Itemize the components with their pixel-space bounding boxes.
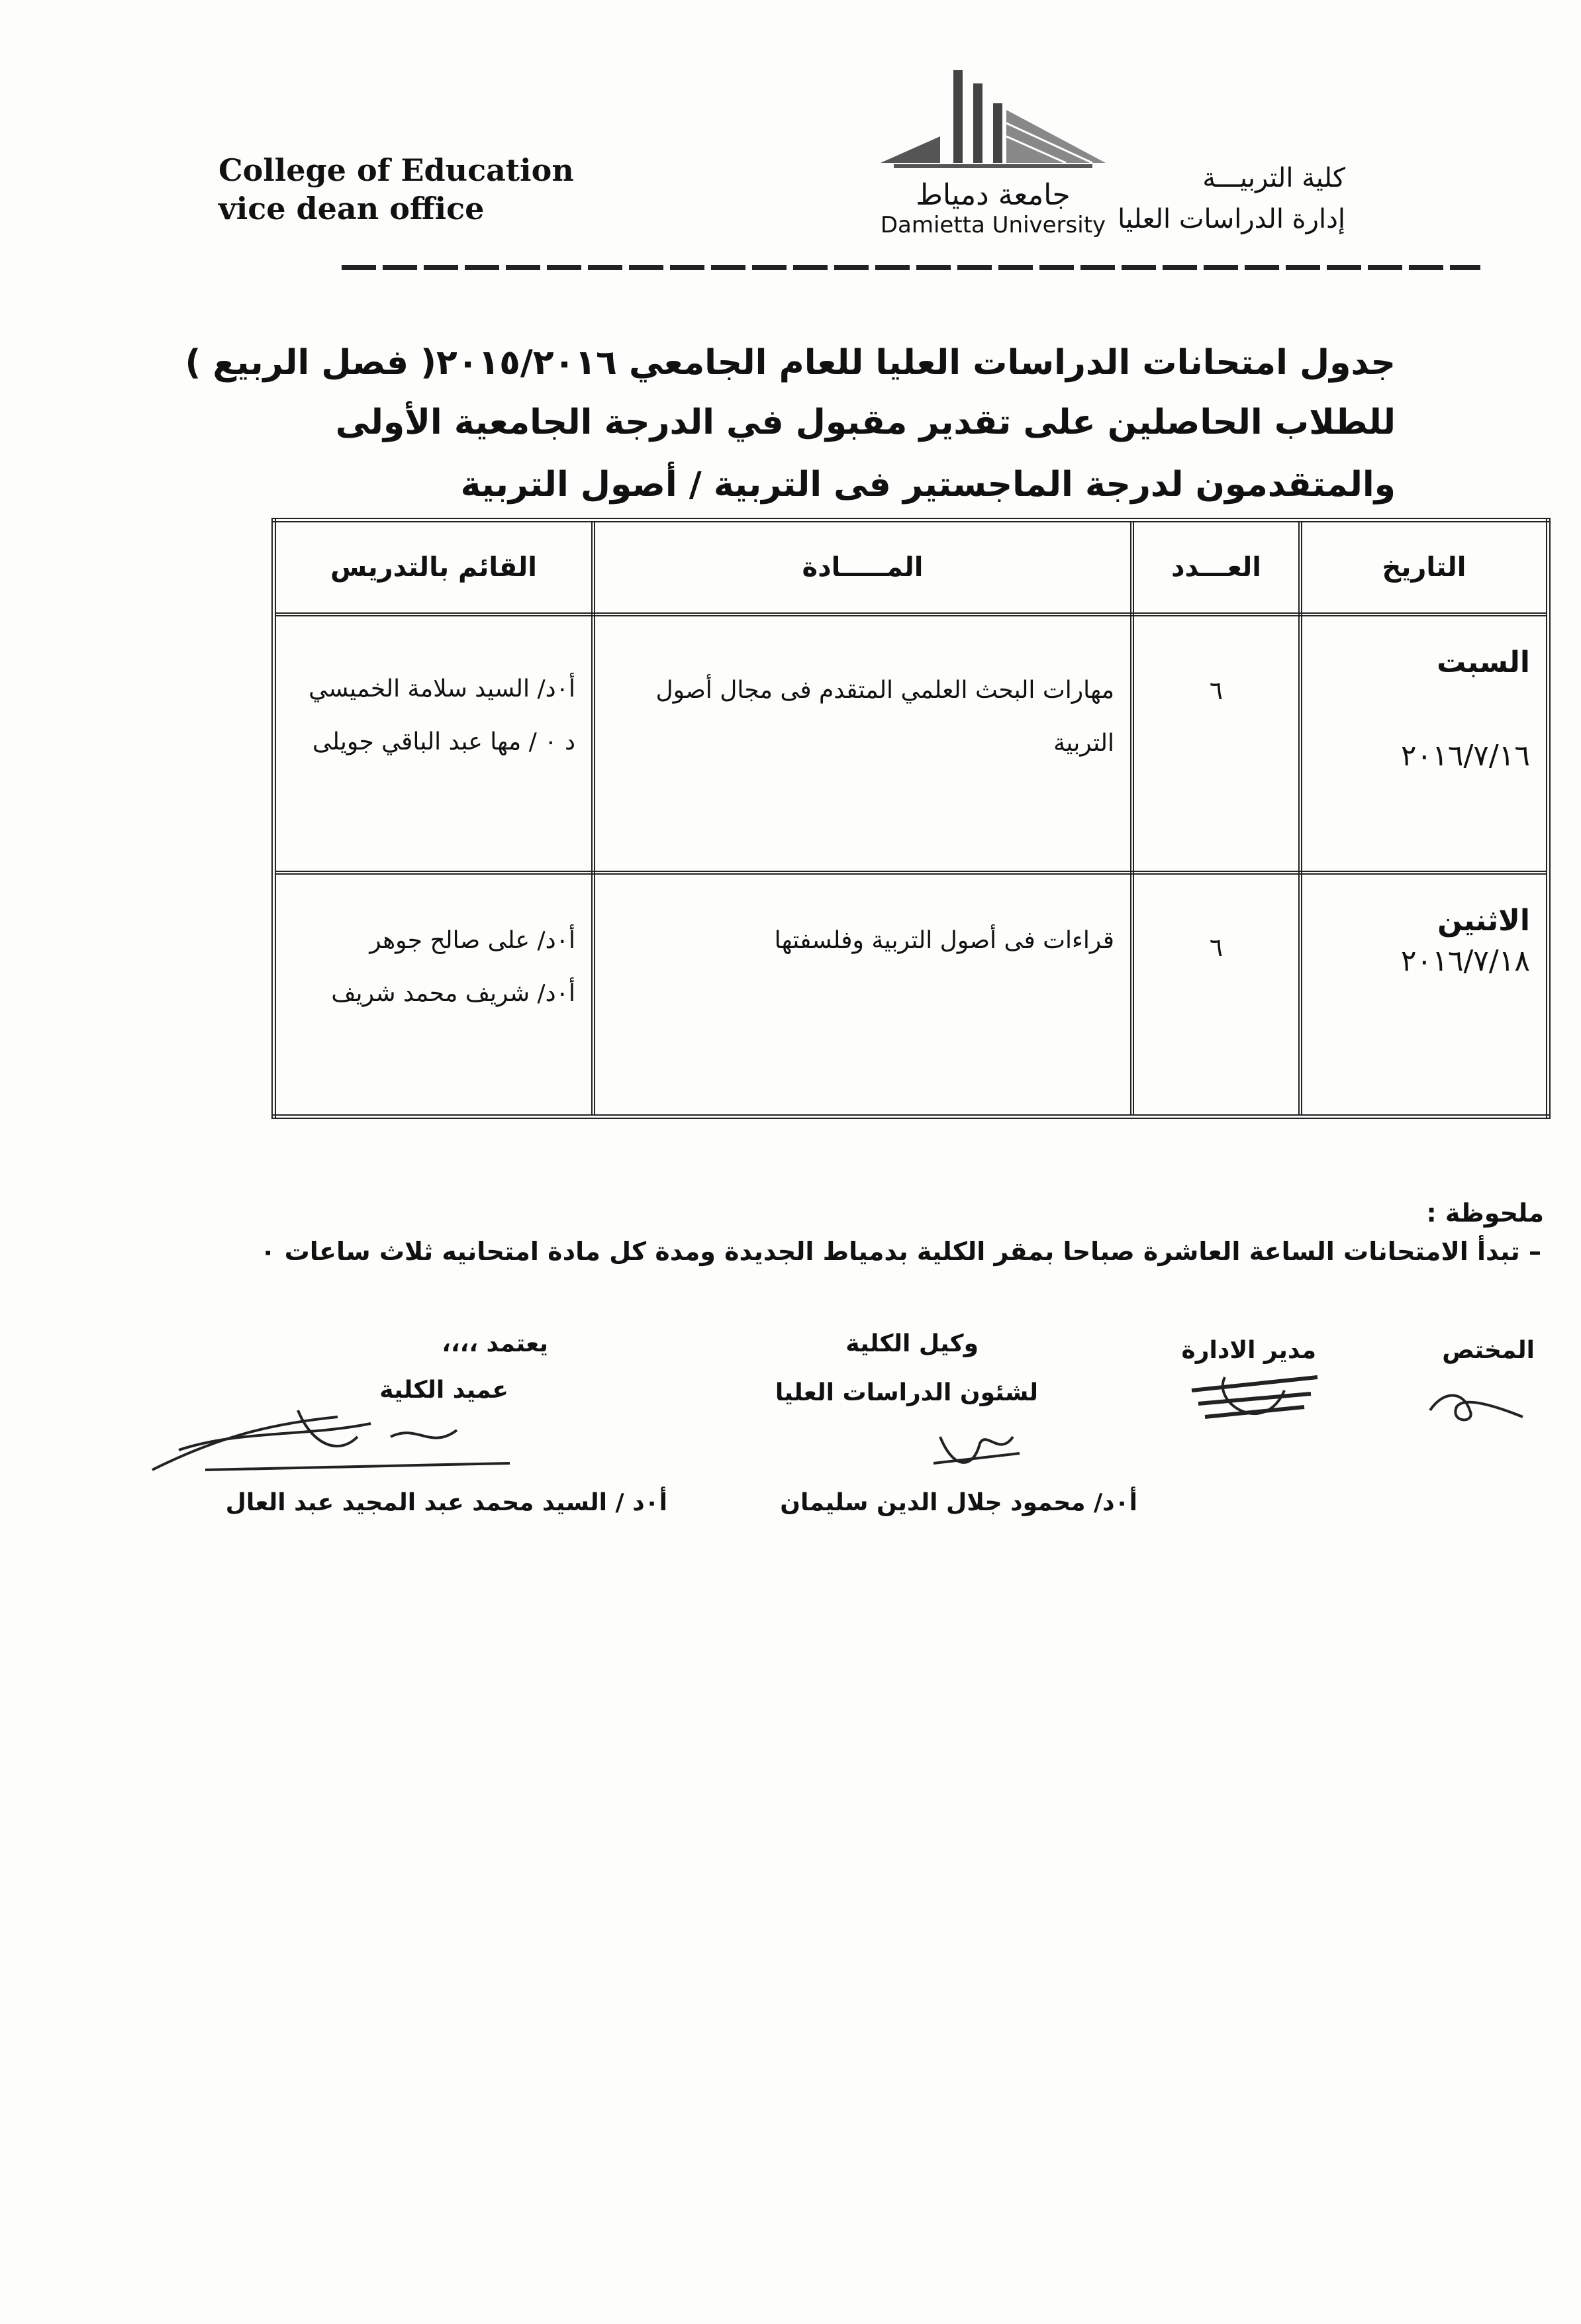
- exam-schedule-table: [271, 518, 1551, 1119]
- logo-arabic-text: جامعة دمياط: [916, 178, 1071, 212]
- admin-manager-title: مدير الادارة: [1181, 1337, 1316, 1364]
- exam-date: ٢٠١٦/٧/١٦: [1400, 739, 1530, 773]
- teacher-list: [292, 663, 575, 769]
- specialist-signature-icon: [1423, 1384, 1529, 1437]
- header-divider: [342, 265, 1480, 270]
- teacher-name: أ٠د/ شريف محمد شريف: [331, 980, 575, 1007]
- university-logo: [867, 64, 1119, 242]
- vice-dean-role: وكيل الكلية: [845, 1330, 979, 1357]
- logo-english-text: Damietta University: [880, 212, 1106, 238]
- table-header-row: [274, 520, 1549, 615]
- date-cell: [1300, 614, 1549, 873]
- vice-dean-signature-icon: [927, 1417, 1026, 1477]
- teacher-cell: [274, 873, 594, 1117]
- header-date: التاريخ: [1300, 520, 1549, 615]
- date-cell: [1300, 873, 1549, 1117]
- count-cell: [1132, 873, 1300, 1117]
- subject-cell: [593, 614, 1132, 873]
- title-line-2: للطلاب الحاصلين على تقدير مقبول في الدرجة الجامعية الأولى: [335, 403, 1396, 442]
- title-line-1: جدول امتحانات الدراسات العليا للعام الجامعي ٢٠١٥/٢٠١٦( فصل الربيع ): [185, 343, 1396, 383]
- college-name-ar: كلية التربيـــة: [1202, 163, 1345, 193]
- title-line-3: والمتقدمون لدرجة الماجستير فى التربية / أصول التربية: [460, 465, 1396, 505]
- header-teacher: القائم بالتدريس: [274, 520, 594, 615]
- vice-dean-title: [775, 1324, 1038, 1413]
- note-label: ملحوظة :: [1426, 1198, 1544, 1228]
- teacher-name: د ٠ / مها عبد الباقي جويلى: [312, 728, 575, 755]
- english-header: [218, 151, 574, 228]
- vice-dean-name: أ٠د/ محمود جلال الدين سليمان: [780, 1489, 1137, 1516]
- table-row: [274, 614, 1549, 873]
- dean-name: أ٠د / السيد محمد عبد المجيد عبد العال: [225, 1489, 667, 1516]
- subject-name: قراءات فى أصول التربية وفلسفتها: [774, 927, 1114, 954]
- subject-cell: [593, 873, 1132, 1117]
- table-row: [274, 873, 1549, 1117]
- note-text: – تبدأ الامتحانات الساعة العاشرة صباحا بمقر الكلية بدمياط الجديدة ومدة كل مادة امتحانيه ثلاث ساعات ٠: [260, 1237, 1541, 1266]
- admin-manager-signature-icon: [1185, 1364, 1324, 1437]
- university-logo-icon: [867, 64, 1119, 176]
- teacher-name: أ٠د/ على صالح جوهر: [369, 927, 575, 954]
- college-name-en: College of Education: [218, 152, 574, 188]
- teacher-cell: [274, 614, 594, 873]
- exam-date: ٢٠١٦/٧/١٨: [1400, 944, 1530, 978]
- subject-name: مهارات البحث العلمي المتقدم فى مجال أصول التربية: [655, 677, 1114, 757]
- student-count: ٦: [1209, 676, 1223, 705]
- dean-title: عميد الكلية: [379, 1377, 508, 1404]
- arabic-header: [1118, 158, 1345, 240]
- approval-text: يعتمد ،،،،: [442, 1330, 548, 1357]
- header-count: العـــدد: [1132, 520, 1300, 615]
- count-cell: [1132, 614, 1300, 873]
- office-name-en: vice dean office: [218, 191, 485, 226]
- teacher-name: أ٠د/ السيد سلامة الخميسي: [309, 675, 575, 702]
- vice-dean-department: لشئون الدراسات العليا: [775, 1379, 1038, 1406]
- dean-signature-icon: [139, 1397, 536, 1483]
- day-name: السبت: [1437, 646, 1530, 679]
- student-count: ٦: [1209, 933, 1223, 962]
- office-name-ar: إدارة الدراسات العليا: [1118, 204, 1345, 234]
- header-subject: المـــــادة: [593, 520, 1132, 615]
- day-name: الاثنين: [1437, 904, 1530, 938]
- teacher-list: [292, 914, 575, 1020]
- specialist-title: المختص: [1442, 1337, 1535, 1364]
